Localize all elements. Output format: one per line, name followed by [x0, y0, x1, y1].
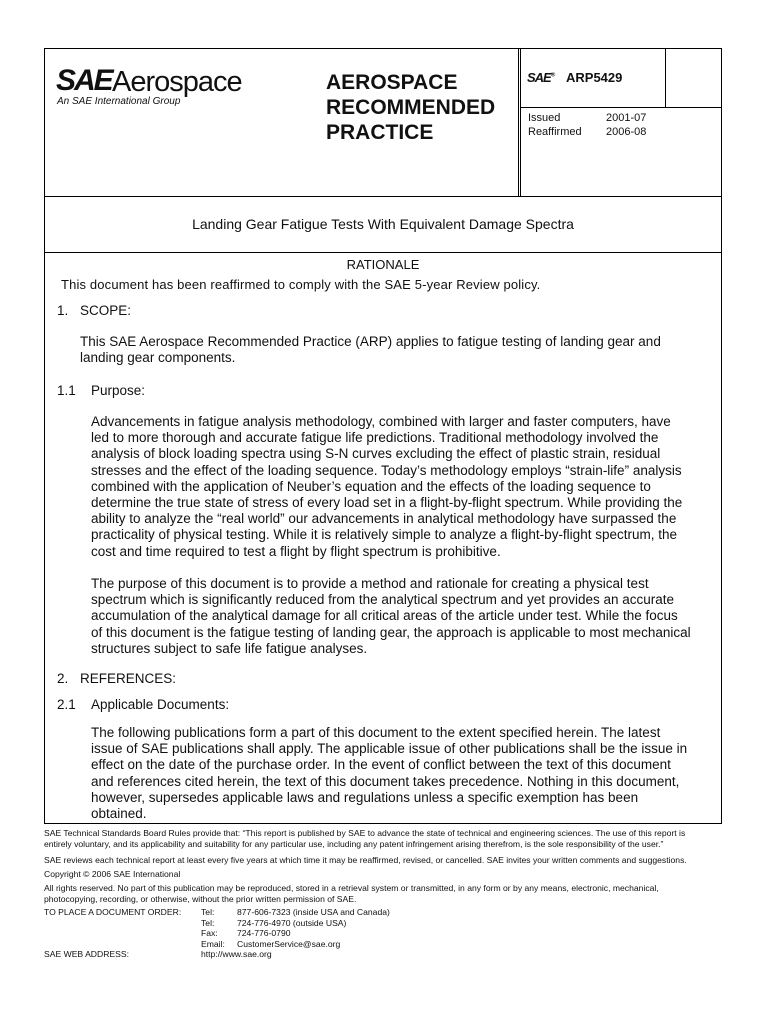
practice-title-line: AEROSPACE: [326, 71, 458, 94]
practice-title-line: RECOMMENDED: [326, 96, 496, 119]
section-number: 1.1: [57, 383, 76, 398]
phone-inside-usa: 877-606-7323 (inside USA and Canada): [237, 907, 390, 917]
purpose-paragraph-1: [91, 414, 682, 560]
docnum-box-divider: [665, 48, 666, 108]
paragraph-line: spectrum which is significantly reduced from the analytical spectrum and yet provides an accurate: [91, 592, 675, 608]
reaffirmed-label: Reaffirmed: [528, 126, 582, 138]
header-column-divider-double: [520, 48, 521, 196]
paragraph-line: and references cited herein, the text of this document takes precedence. Nothing in this document,: [91, 773, 680, 789]
phone-outside-usa: 724-776-4970 (outside USA): [237, 917, 347, 928]
paragraph-line: led to more thorough and accurate fatigue life predictions. Traditional methodology involved the: [91, 430, 659, 446]
sae-logo: SAE: [56, 64, 112, 97]
sae-mini-logo: SAE®: [527, 70, 555, 85]
paragraph-line: obtained.: [91, 806, 147, 822]
section-number: 1.: [57, 303, 69, 318]
paragraph-line: landing gear components.: [80, 350, 236, 366]
paragraph-line: This SAE Aerospace Recommended Practice (ARP) applies to fatigue testing of landing gear and: [80, 334, 661, 349]
practice-title: [326, 70, 516, 145]
paragraph-line: effect on the date of the purchase order. In the event of conflict between the text of this document: [91, 757, 671, 773]
paragraph-line: accumulation of the analytical damage for all critical areas of the article under test. While the focus: [91, 608, 678, 624]
section-number: 2.: [57, 671, 69, 686]
reaffirmed-value: 2006-08: [606, 126, 647, 138]
paragraph-line: determine the true state of stress of every load set in a flight-by-flight spectrum. While providing the: [91, 495, 683, 511]
review-notice: SAE reviews each technical report at least every five years at which time it may be reaffirmed, revised, or cancelled. SAE invites your written comments and suggestions.: [44, 855, 687, 865]
rationale-heading: RATIONALE: [346, 257, 420, 272]
web-address-label: SAE WEB ADDRESS:: [44, 949, 130, 959]
aerospace-logo-text: Aerospace: [112, 66, 242, 98]
title-divider: [44, 252, 722, 253]
paragraph-line: of this document is the fatigue testing of landing gear, the approach is applicable to most mechanical: [91, 624, 691, 640]
paragraph-line: structures subject to safe life fatigue analyses.: [91, 640, 368, 656]
contact-label: Tel:: [201, 917, 215, 928]
issued-value: 2001-07: [606, 112, 647, 124]
practice-title-line: PRACTICE: [326, 121, 434, 144]
standards-board-rules: [44, 828, 685, 849]
copyright-notice: Copyright © 2006 SAE International: [44, 869, 181, 879]
web-address-link[interactable]: http://www.sae.org: [201, 949, 272, 959]
order-label: TO PLACE A DOCUMENT ORDER:: [44, 907, 182, 917]
docnum-box-bottom: [520, 107, 722, 108]
footer-line: entirely voluntary, and its applicability and suitability for any particular use, including any patent infringement arising therefrom, is the sole responsibility of the user.”: [44, 838, 664, 849]
section-number: 2.1: [57, 697, 76, 712]
document-title: Landing Gear Fatigue Tests With Equivalent Damage Spectra: [192, 216, 574, 232]
footer-line: All rights reserved. No part of this publication may be reproduced, stored in a retrieval system or transmitted, in any form or by any means, electronic, mechanical,: [44, 883, 659, 893]
scope-paragraph: [80, 334, 661, 366]
contact-label: Tel:: [201, 907, 215, 917]
email-address[interactable]: CustomerService@sae.org: [237, 938, 341, 949]
paragraph-line: Advancements in fatigue analysis methodology, combined with larger and faster computers, have: [91, 414, 671, 429]
paragraph-line: practicality of physical testing. While it is relatively simple to analyze a flight-by-flight spectrum, the: [91, 527, 677, 543]
contact-values: [237, 907, 390, 949]
fax-number: 724-776-0790: [237, 928, 291, 938]
footer-line: SAE Technical Standards Board Rules provide that: “This report is published by SAE to advance the state of technical and engineering sciences. The use of this report is: [44, 828, 686, 838]
contact-label: Email:: [201, 938, 225, 949]
section-heading-references: REFERENCES:: [80, 671, 177, 686]
document-number: ARP5429: [566, 70, 623, 85]
logo-subtitle: An SAE International Group: [57, 96, 181, 107]
paragraph-line: cost and time required to test a flight by flight spectrum is prohibitive.: [91, 543, 501, 559]
purpose-paragraph-2: [91, 576, 691, 657]
rationale-text: This document has been reaffirmed to comply with the SAE 5-year Review policy.: [61, 277, 541, 292]
paragraph-line: ability to analyze the “real world” our advancements in analytical methodology have surpassed the: [91, 511, 677, 527]
paragraph-line: stresses and the effect of the loading sequence. Today’s methodology employs “strain-life” analysis: [91, 462, 682, 478]
header-column-divider: [518, 48, 519, 196]
section-heading-purpose: Purpose:: [91, 383, 146, 398]
paragraph-line: The following publications form a part of this document to the extent specified herein. The latest: [91, 725, 661, 740]
contact-labels: [201, 907, 225, 949]
contact-label: Fax:: [201, 928, 218, 938]
paragraph-line: analysis of block loading spectra using S-N curves excluding the effect of plastic strain, residual: [91, 446, 661, 462]
section-heading-applicable-documents: Applicable Documents:: [91, 697, 230, 712]
sae-mini-logo-text: SAE: [527, 70, 551, 85]
section-heading-scope: SCOPE:: [80, 303, 132, 318]
paragraph-line: combined with the application of Neuber’s equation and the effects of the loading sequence to: [91, 478, 651, 494]
applicable-documents-paragraph: [91, 725, 687, 822]
rights-notice: [44, 883, 659, 904]
header-divider: [44, 196, 722, 197]
issued-label: Issued: [528, 112, 561, 124]
paragraph-line: however, supersedes applicable laws and regulations unless a specific exemption has been: [91, 789, 639, 805]
paragraph-line: The purpose of this document is to provide a method and rationale for creating a physical test: [91, 576, 649, 591]
footer-line: photocopying, recording, or otherwise, without the prior written permission of SAE.: [44, 893, 357, 904]
paragraph-line: issue of SAE publications shall apply. The applicable issue of other publications shall be the issue in: [91, 741, 688, 757]
